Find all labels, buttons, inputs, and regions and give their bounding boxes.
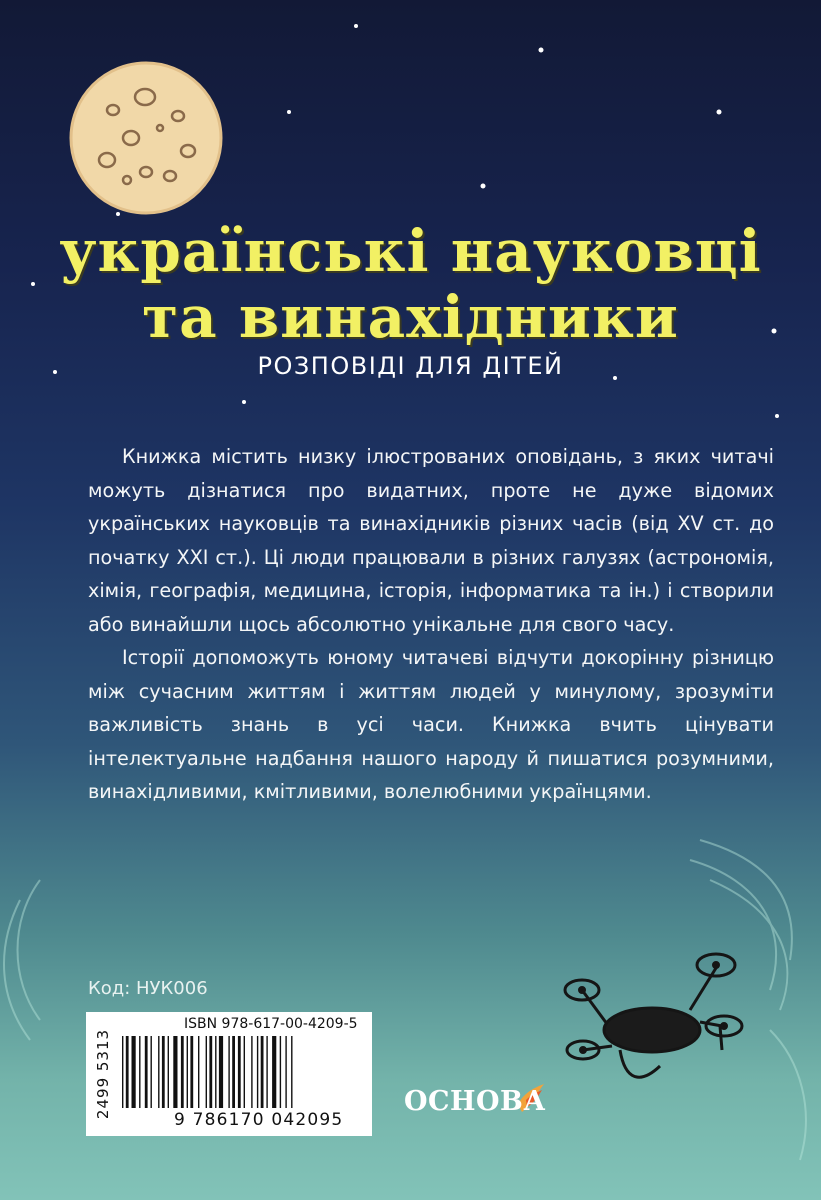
barcode-side-number: 2499 5313 <box>94 1028 112 1120</box>
product-code: Код: НУК006 <box>88 978 208 999</box>
drone-illustration <box>565 954 742 1077</box>
publisher-logo: ОСНОВА <box>404 1086 546 1117</box>
description-paragraph-1: Книжка містить низку ілюстрованих оповідань, з яких читачі можуть дізнатися про видатних, проте не дуже відомих українських науковців та винахідників різних часів (від XV ст. до початку XXI ст.). Ці люди працювали в різних галузях (астрономія, хімія, географія, медицина, історія, інформатика та ін.) і створили або винайшли щось абсолютно унікальне для свого часу. <box>88 445 774 636</box>
book-title-line1: українські науковці <box>59 217 762 285</box>
moon-illustration <box>71 63 221 213</box>
book-description <box>88 440 774 809</box>
book-subtitle: РОЗПОВІДІ ДЛЯ ДІТЕЙ <box>257 352 564 380</box>
barcode-number: 9 786170 042095 <box>174 1110 344 1130</box>
description-paragraph-2: Історії допоможуть юному читачеві відчути докорінну різницю між сучасним життям і життям людей у минулому, зрозуміти важливість знань в усі часи. Книжка вчить цінувати інтелектуальне надбання нашого народу й пишатися розумними, винахідливими, кмітливими, волелюбними українцями. <box>88 646 774 803</box>
barcode-label <box>86 1012 372 1136</box>
barcode <box>120 1036 366 1110</box>
isbn-text: ISBN 978-617-00-4209-5 <box>184 1016 358 1032</box>
book-title-line2: та винахідники <box>142 283 679 351</box>
